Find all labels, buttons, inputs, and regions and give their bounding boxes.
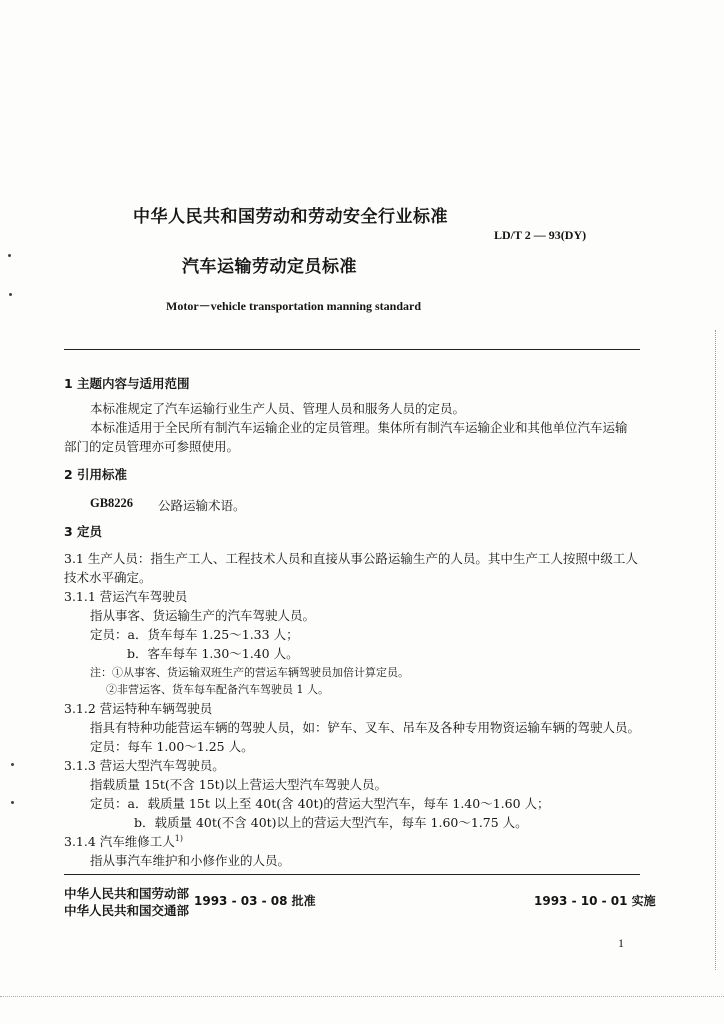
clause-3-1-1-quota-b: b．客车每车 1.30～1.40 人。	[127, 646, 299, 661]
ministry-labour: 中华人民共和国劳动部	[64, 886, 190, 901]
standard-code: LD/T 2 — 93(DY)	[494, 228, 587, 242]
section-1-heading: 1 主题内容与适用范围	[64, 376, 190, 391]
clause-3-1-3-quota-a: 定员：a．载质量 15t 以上至 40t(含 40t)的营运大型汽车，每车 1.40～1.60 人；	[90, 796, 550, 811]
footnote-marker: 1)	[174, 833, 183, 843]
clause-3-1-3-desc: 指载质量 15t(不含 15t)以上营运大型汽车驾驶人员。	[90, 777, 388, 792]
reference-code: GB8226	[90, 496, 134, 510]
reference-text: 公路运输术语。	[158, 498, 246, 513]
clause-3-1-1-title: 3.1.1 营运汽车驾驶员	[64, 589, 188, 604]
header-divider	[64, 349, 640, 350]
clause-3-1-2-desc: 指具有特种功能营运车辆的驾驶人员，如：铲车、叉车、吊车及各种专用物资运输车辆的驾驶人员。	[90, 720, 641, 735]
clause-3-1-1-desc: 指从事客、货运输生产的汽车驾驶人员。	[90, 608, 316, 623]
clause-3-1-4-title-text: 3.1.4 汽车维修工人	[64, 834, 175, 849]
issuer-title: 中华人民共和国劳动和劳动安全行业标准	[133, 207, 448, 227]
clause-3-1-4-desc: 指从事汽车维护和小修作业的人员。	[90, 853, 291, 868]
clause-3-1-2-title: 3.1.2 营运特种车辆驾驶员	[64, 701, 213, 716]
section-2-heading: 2 引用标准	[64, 467, 128, 482]
clause-3-1-1-note-1: 注：①从事客、货运输双班生产的营运车辆驾驶员加倍计算定员。	[90, 666, 409, 679]
scan-speck	[8, 254, 11, 257]
document-title-english: Motor－vehicle transportation manning standard	[166, 299, 422, 313]
clause-3-1-3-quota-b: b．载质量 40t(不含 40t)以上的营运大型汽车，每车 1.60～1.75 人。	[134, 815, 528, 830]
clause-3-1: 3.1 生产人员：指生产工人、工程技术人员和直接从事公路运输生产的人员。其中生产工人按照中级工人	[64, 551, 638, 566]
clause-3-1-1-quota-a: 定员：a．货车每车 1.25～1.33 人；	[90, 627, 299, 642]
effective-date: 1993 - 10 - 01 实施	[534, 894, 656, 908]
scan-speck	[9, 293, 12, 296]
clause-3-1-1-note-2: ②非营运客、货车每车配备汽车驾驶员 1 人。	[106, 683, 329, 696]
clause-3-1-4-title	[64, 832, 183, 850]
document-title: 汽车运输劳动定员标准	[182, 257, 357, 277]
approval-date: 1993 - 03 - 08 批准	[194, 894, 316, 908]
page-number: 1	[618, 936, 624, 950]
clause-3-1-cont: 技术水平确定。	[64, 570, 152, 585]
section-1-paragraph-1: 本标准规定了汽车运输行业生产人员、管理人员和服务人员的定员。	[90, 401, 466, 416]
ministry-transport: 中华人民共和国交通部	[64, 903, 190, 918]
scan-speck	[11, 763, 14, 766]
section-1-paragraph-2-cont: 部门的定员管理亦可参照使用。	[64, 439, 240, 454]
scan-edge-noise	[709, 330, 716, 970]
scan-bottom-noise	[0, 996, 724, 1011]
scan-speck	[11, 801, 14, 804]
clause-3-1-3-title: 3.1.3 营运大型汽车驾驶员。	[64, 758, 225, 773]
clause-3-1-2-quota: 定员：每车 1.00～1.25 人。	[90, 739, 254, 754]
section-3-heading: 3 定员	[64, 524, 103, 539]
section-1-paragraph-2: 本标准适用于全民所有制汽车运输企业的定员管理。集体所有制汽车运输企业和其他单位汽车运输	[90, 420, 628, 435]
footer-divider	[64, 874, 640, 875]
